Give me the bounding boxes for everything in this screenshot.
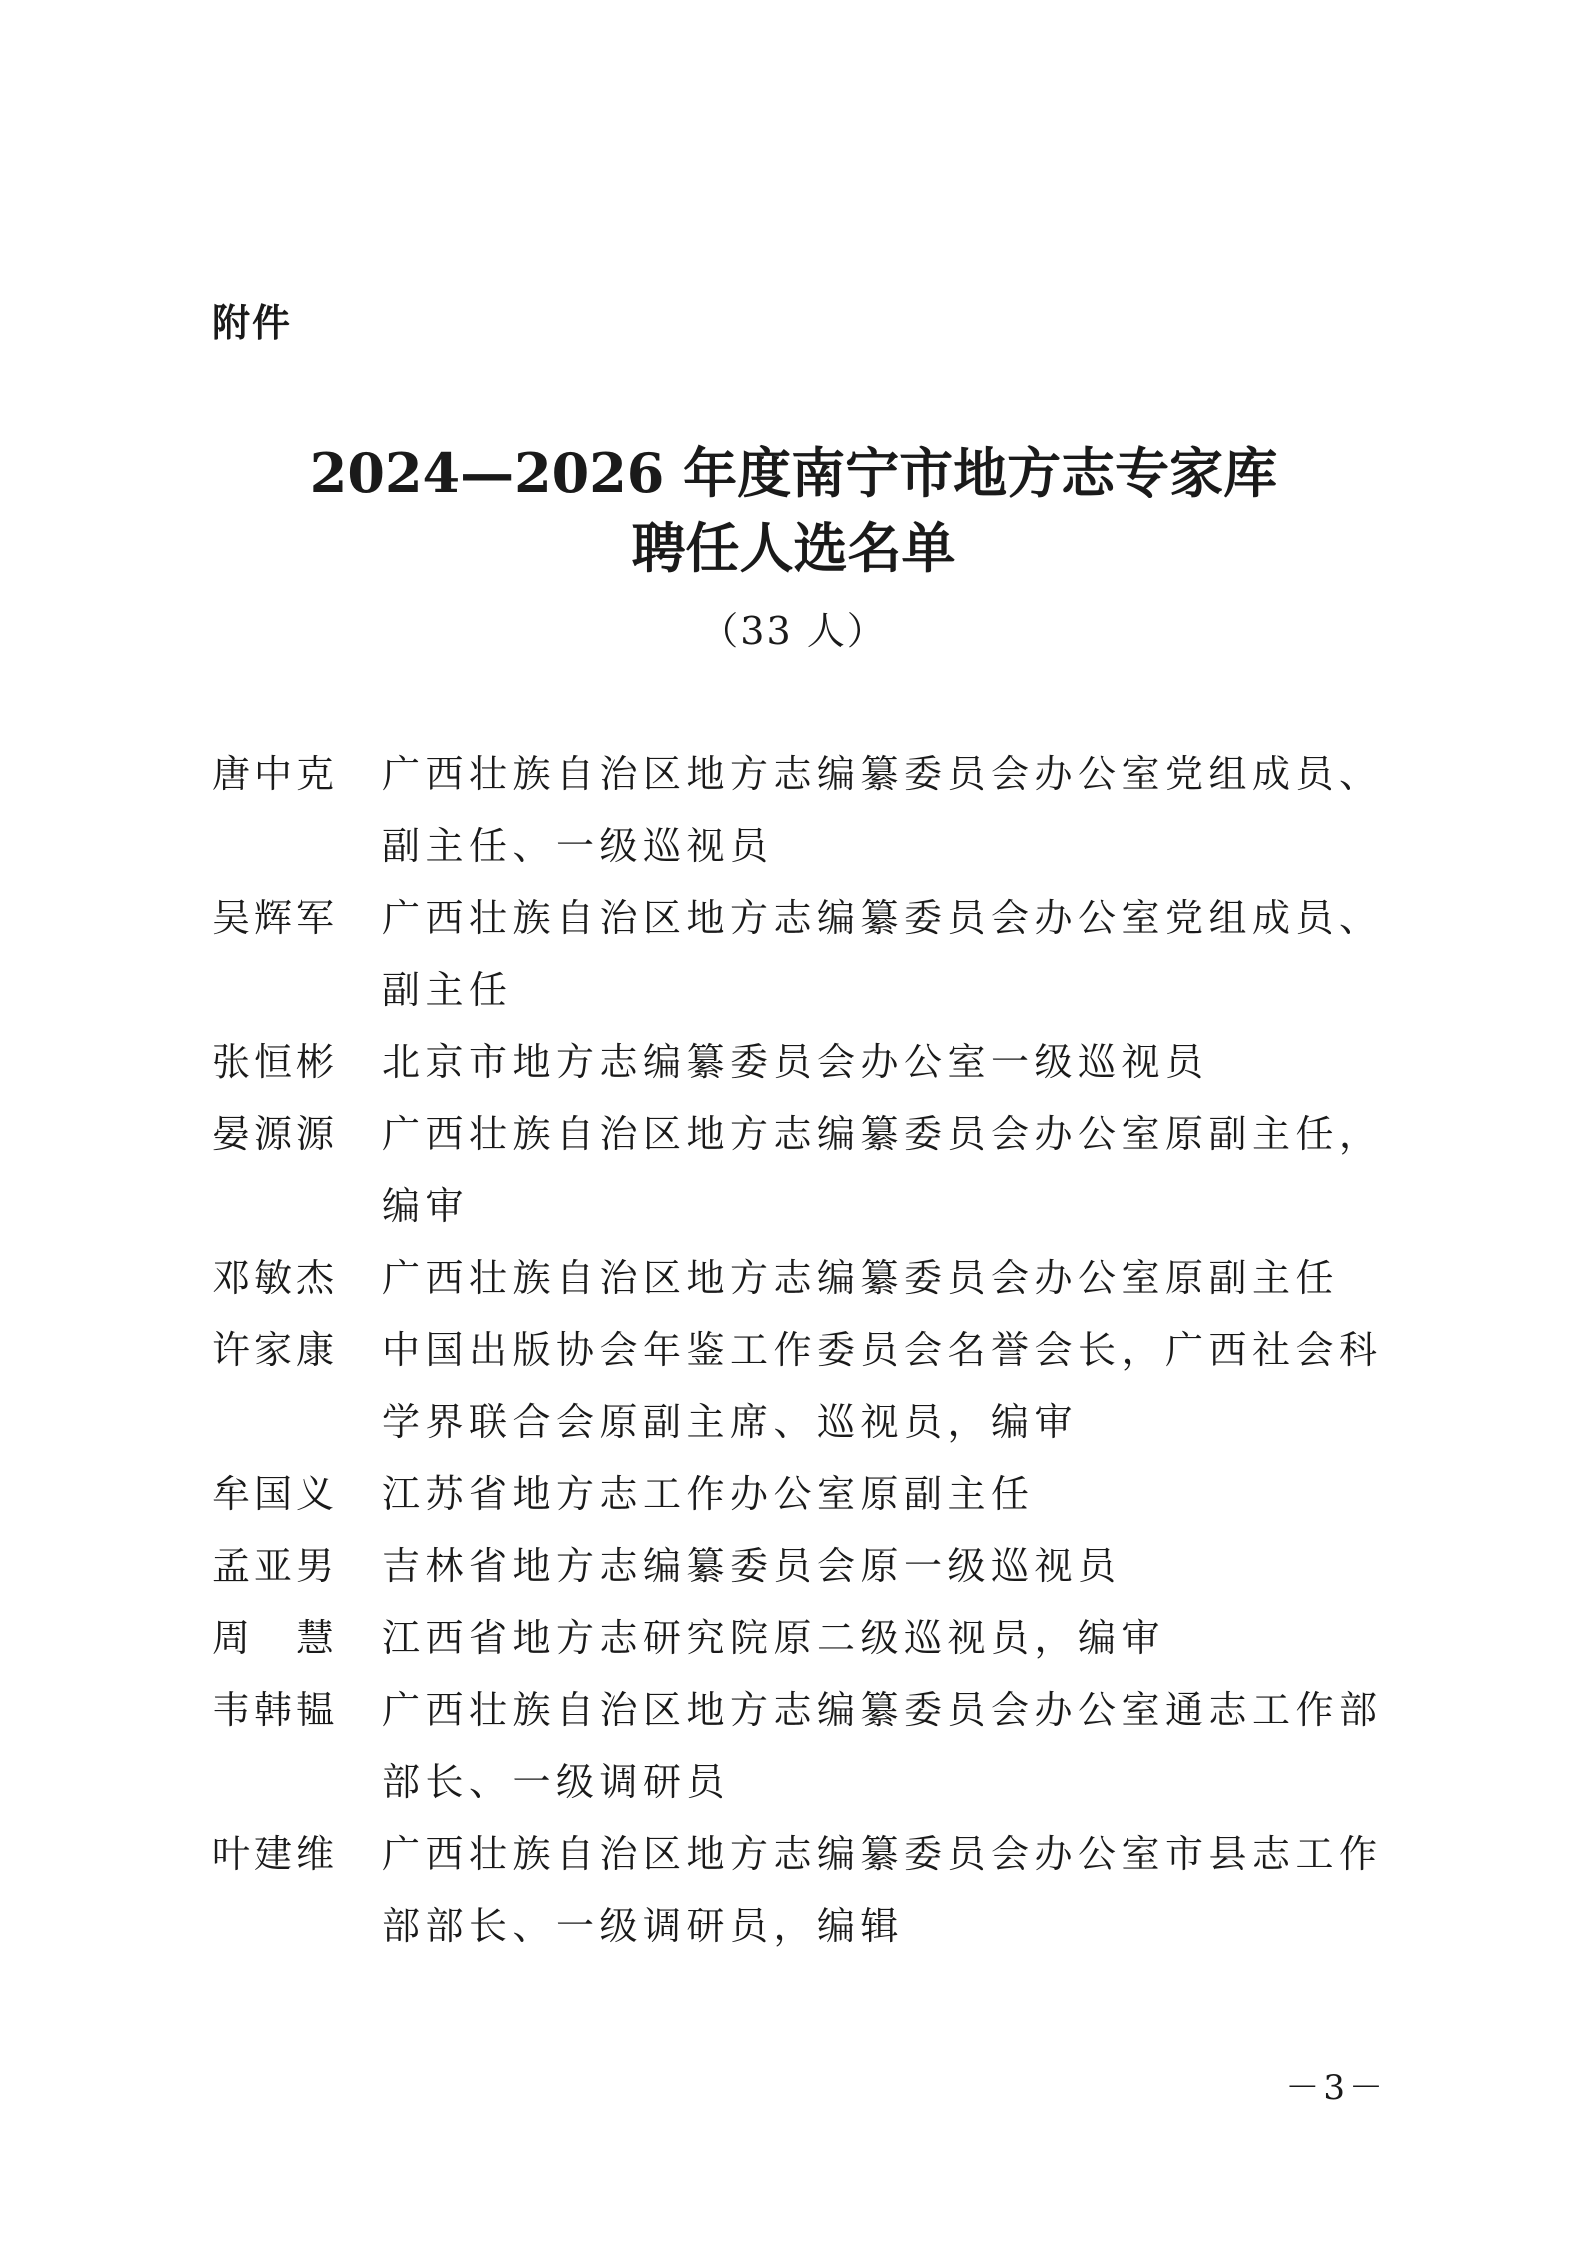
expert-name: 周 慧 bbox=[212, 1616, 339, 1660]
expert-entry bbox=[212, 1242, 1392, 1314]
expert-entry bbox=[212, 1314, 1392, 1458]
expert-position: 广西壮族自治区地方志编纂委员会办公室党组成员、副主任、一级巡视员 bbox=[382, 752, 1383, 868]
expert-position: 广西壮族自治区地方志编纂委员会办公室原副主任，编审 bbox=[382, 1112, 1383, 1228]
expert-name: 吴辉军 bbox=[212, 896, 339, 940]
expert-entry bbox=[212, 1602, 1392, 1674]
expert-name: 邓敏杰 bbox=[212, 1256, 339, 1300]
expert-entry bbox=[212, 738, 1392, 882]
expert-position: 广西壮族自治区地方志编纂委员会办公室通志工作部部长、一级调研员 bbox=[382, 1688, 1383, 1804]
expert-name: 韦韩韫 bbox=[212, 1688, 339, 1732]
expert-name: 唐中克 bbox=[212, 752, 339, 796]
expert-entry bbox=[212, 1674, 1392, 1818]
attachment-label: 附件 bbox=[212, 301, 293, 345]
expert-position: 吉林省地方志编纂委员会原一级巡视员 bbox=[382, 1544, 1122, 1588]
expert-name: 晏源源 bbox=[212, 1112, 339, 1156]
expert-name: 牟国义 bbox=[212, 1472, 339, 1516]
document-title-line-2: 聘任人选名单 bbox=[631, 516, 956, 580]
expert-position: 广西壮族自治区地方志编纂委员会办公室市县志工作部部长、一级调研员，编辑 bbox=[382, 1832, 1383, 1948]
expert-position: 广西壮族自治区地方志编纂委员会办公室原副主任 bbox=[382, 1256, 1340, 1300]
expert-name: 许家康 bbox=[212, 1328, 339, 1372]
expert-entry bbox=[212, 882, 1392, 1026]
expert-position: 中国出版协会年鉴工作委员会名誉会长，广西社会科学界联合会原副主席、巡视员，编审 bbox=[382, 1328, 1383, 1444]
expert-position: 江西省地方志研究院原二级巡视员，编审 bbox=[382, 1616, 1166, 1660]
expert-name: 孟亚男 bbox=[212, 1544, 339, 1588]
expert-position: 广西壮族自治区地方志编纂委员会办公室党组成员、副主任 bbox=[382, 896, 1383, 1012]
document-subtitle-count: （33 人） bbox=[700, 609, 887, 653]
expert-position: 江苏省地方志工作办公室原副主任 bbox=[382, 1472, 1035, 1516]
expert-entry bbox=[212, 1818, 1392, 1962]
expert-name: 张恒彬 bbox=[212, 1040, 339, 1084]
expert-list bbox=[212, 738, 1392, 1962]
document-title-line-1: 2024—2026 年度南宁市地方志专家库 bbox=[309, 441, 1278, 505]
page-number: －3－ bbox=[1285, 2068, 1387, 2108]
expert-position: 北京市地方志编纂委员会办公室一级巡视员 bbox=[382, 1040, 1209, 1084]
expert-entry bbox=[212, 1530, 1392, 1602]
expert-name: 叶建维 bbox=[212, 1832, 339, 1876]
expert-entry bbox=[212, 1026, 1392, 1098]
expert-entry bbox=[212, 1098, 1392, 1242]
expert-entry bbox=[212, 1458, 1392, 1530]
